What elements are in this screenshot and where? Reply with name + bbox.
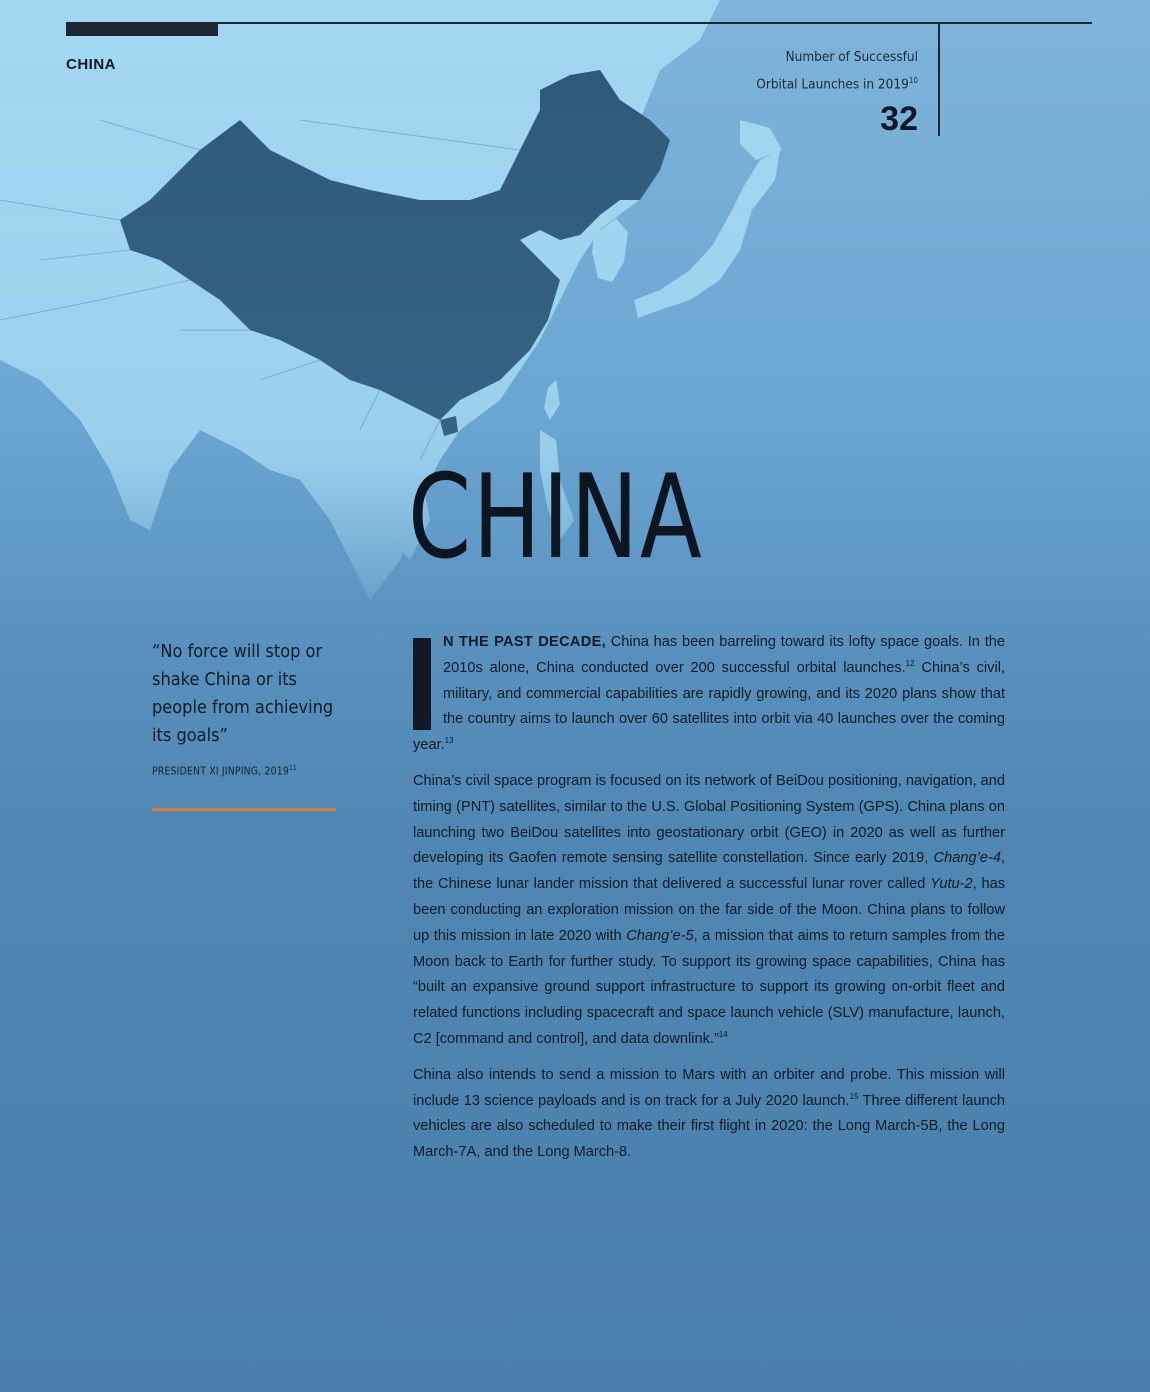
footnote-ref-14: 14 bbox=[718, 1030, 728, 1040]
stat-value: 32 bbox=[880, 99, 918, 138]
stat-label-line2: Orbital Launches in 2019$^{10}$ bbox=[756, 76, 918, 93]
quote-footnote-ref: 11 bbox=[288, 764, 297, 772]
pull-quote bbox=[152, 638, 352, 778]
stat-divider bbox=[938, 24, 940, 136]
quote-text: “No force will stop or shake China or its people from achieving its goals” bbox=[152, 641, 334, 746]
top-rule-accent bbox=[66, 24, 218, 36]
quote-attribution: PRESIDENT XI JINPING, 2019$^{11}$ bbox=[152, 764, 297, 778]
land-korea bbox=[592, 214, 628, 282]
stat-label-line1: Number of Successful bbox=[785, 49, 918, 65]
article-body bbox=[413, 630, 1005, 1176]
land-taiwan bbox=[544, 380, 560, 420]
paragraph-3: China also intends to send a mission to Mars with an orbiter and probe. This mission will include 13 science payloads and is on track for a July 2020 launch.$^{15}$ Three different launch vehicles are also scheduled to make their first flight in 2020: the Long March-5B, the Long March-7A, and the Long March-8. bbox=[413, 1066, 1006, 1161]
paragraph-2: China’s civil space program is focused on its network of BeiDou positioning, navigation, and timing (PNT) satellites, similar to the U.S. Global Positioning System (GPS). China plans on launching two BeiDou satellites into geostationary orbit (GEO) in 2020 as well as further developing its Gaofen remote sensing satellite constellation. Since early 2019, Chang’e-4, the Chinese lunar lander mission that delivered a successful lunar rover called Yutu-2, has been conducting an exploration mission on the far side of the Moon. China plans to follow up this mission in late 2020 with Chang’e-5, a mission that aims to return samples from the Moon back to Earth for further study. To support its growing space capabilities, China has “built an expansive ground support infrastructure to support its growing on-orbit fleet and related functions including spacecraft and space launch vehicle (SLV) manufacture, launch, C2 [command and control], and data downlink.”$^{14}$ bbox=[413, 772, 1005, 1047]
lead-in: N THE PAST DECADE, bbox=[443, 634, 606, 650]
paragraph-1: N THE PAST DECADE, China has been barreling toward its lofty space goals. In the 2010s alone, China conducted over 200 successful orbital launches.$^{12}$ China’s civil, military, and commercial capabilities are rapidly growing, and its 2020 plans show that the country aims to launch over 60 satellites into orbit via 40 launches over the coming year.$^{13}$ bbox=[413, 634, 1006, 754]
stat-footnote-ref: 10 bbox=[908, 76, 918, 85]
launch-stat bbox=[756, 46, 918, 139]
section-label: CHINA bbox=[66, 56, 116, 73]
footnote-ref-15: 15 bbox=[849, 1091, 859, 1101]
quote-accent-rule bbox=[152, 808, 336, 811]
drop-cap bbox=[413, 638, 431, 730]
footnote-ref-12: 12 bbox=[905, 658, 915, 668]
footnote-ref-13: 13 bbox=[444, 736, 454, 746]
page-title: CHINA bbox=[408, 450, 704, 585]
